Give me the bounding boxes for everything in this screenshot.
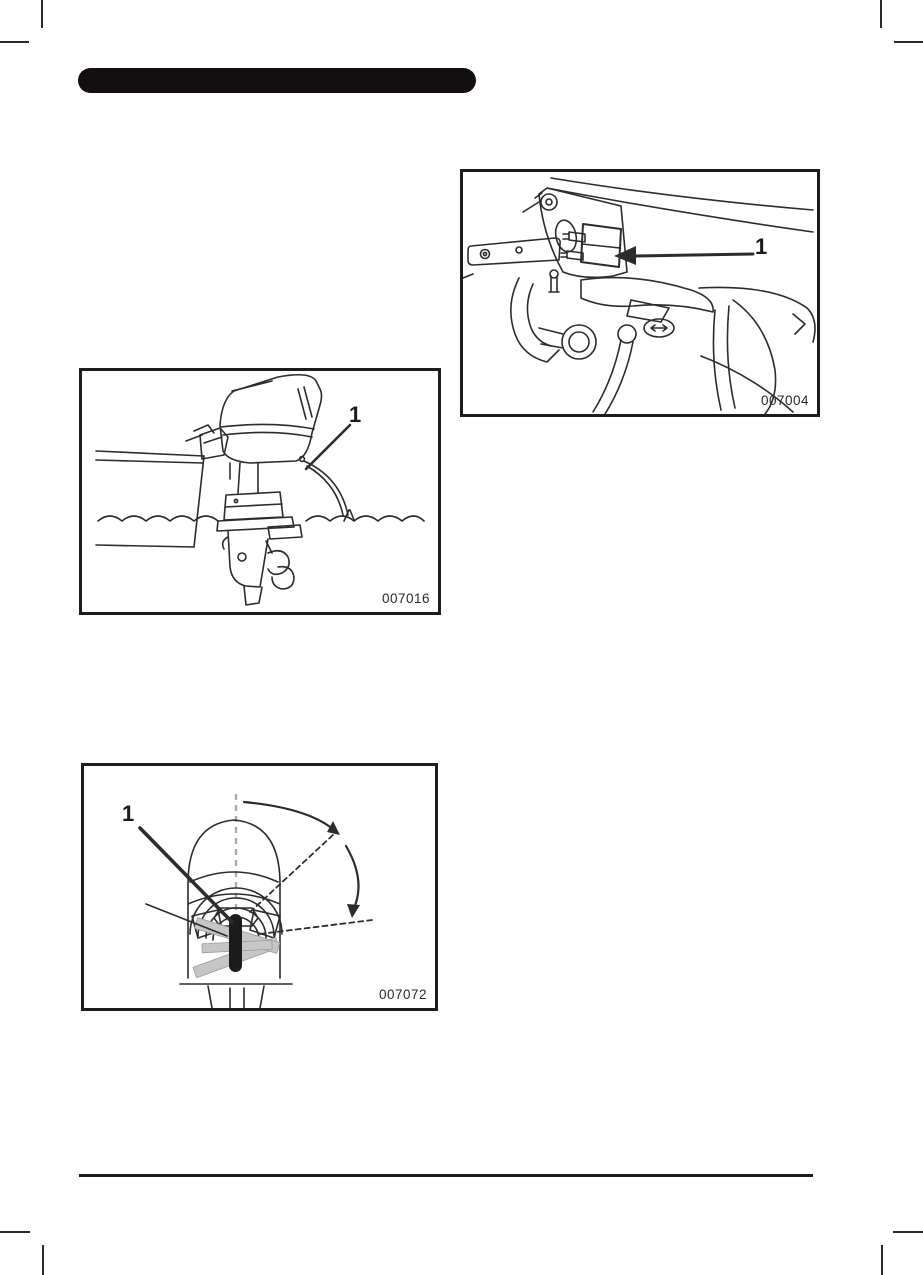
crop-mark-top-right-horizontal: [894, 41, 923, 43]
outboard-water-stream-drawing: [82, 371, 438, 612]
figure-cooling-water-pilot: [79, 368, 441, 615]
redacted-section-title-bar: [78, 68, 476, 93]
crop-mark-bottom-left-vertical: [42, 1245, 44, 1275]
crop-mark-top-right-vertical: [880, 0, 882, 28]
footer-rule: [79, 1174, 813, 1177]
figure-steering-friction: [81, 763, 438, 1011]
callout-1-connector: 1: [755, 234, 768, 259]
callout-1-water-stream: 1: [349, 402, 362, 427]
figure-number-007004: 007004: [760, 393, 809, 408]
steering-friction-lever-drawing: [84, 766, 435, 1008]
callout-1-friction-lever: 1: [122, 801, 135, 826]
crop-mark-bottom-left-horizontal: [0, 1231, 30, 1233]
crop-mark-top-left-horizontal: [0, 41, 29, 43]
outboard-bracket-connector-drawing: [463, 172, 817, 414]
figure-connector: [460, 169, 820, 417]
crop-mark-top-left-vertical: [41, 0, 43, 28]
crop-mark-bottom-right-vertical: [881, 1245, 883, 1275]
figure-number-007072: 007072: [378, 987, 427, 1002]
figure-number-007016: 007016: [381, 591, 430, 606]
crop-mark-bottom-right-horizontal: [893, 1231, 923, 1233]
